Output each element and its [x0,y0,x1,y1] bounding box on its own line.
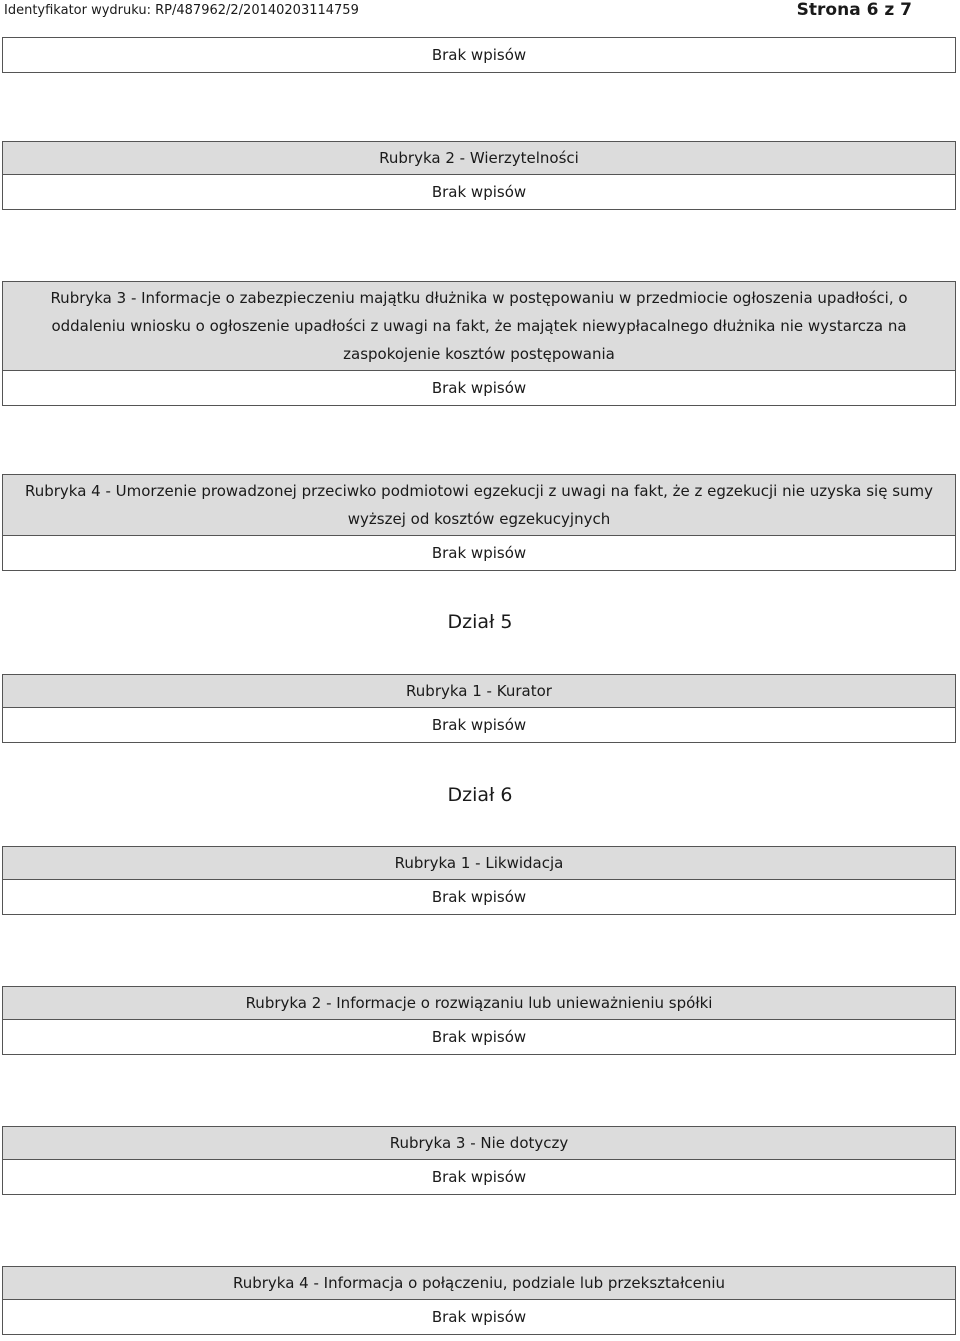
section-polaczenie [2,1266,956,1335]
section-title: Rubryka 3 - Nie dotyczy [3,1127,955,1160]
entry-text: Brak wpisów [431,183,527,201]
section-title: Rubryka 2 - Wierzytelności [3,142,955,175]
section-rubryka-3 [2,281,956,406]
section-title: Rubryka 3 - Informacje o zabezpieczeniu majątku dłużnika w postępowaniu w przedmiocie ogłoszenia upadłości, o oddaleniu wniosku o ogłoszenie upadłości z uwagi na fakt, że majątek niewypłacalnego dłużnika nie wystarcza na zaspokojenie kosztów postępowania [3,282,955,371]
entry-text: Brak wpisów [431,379,527,397]
section-kurator [2,674,956,743]
section-rubryka-2 [2,141,956,210]
top-entry-box [2,37,956,73]
section-title: Rubryka 1 - Likwidacja [3,847,955,880]
dzial-5-heading: Dział 5 [447,611,513,633]
entry-text: Brak wpisów [431,888,527,906]
section-title: Rubryka 4 - Informacja o połączeniu, podziale lub przekształceniu [3,1267,955,1300]
entry-text: Brak wpisów [431,1028,527,1046]
entry-text: Brak wpisów [431,46,527,64]
section-title: Rubryka 2 - Informacje o rozwiązaniu lub unieważnieniu spółki [3,987,955,1020]
section-title: Rubryka 1 - Kurator [3,675,955,708]
section-likwidacja [2,846,956,915]
section-nie-dotyczy [2,1126,956,1195]
section-rubryka-4 [2,474,956,571]
entry-text: Brak wpisów [431,1168,527,1186]
dzial-6-heading: Dział 6 [447,784,513,806]
entry-text: Brak wpisów [431,544,527,562]
section-rozwiazanie [2,986,956,1055]
page-number: Strona 6 z 7 [796,0,912,20]
entry-text: Brak wpisów [431,1308,527,1326]
print-identifier: Identyfikator wydruku: RP/487962/2/20140203114759 [4,3,359,18]
section-title: Rubryka 4 - Umorzenie prowadzonej przeciwko podmiotowi egzekucji z uwagi na fakt, że z egzekucji nie uzyska się sumy wyższej od kosztów egzekucyjnych [3,475,955,536]
entry-text: Brak wpisów [431,716,527,734]
